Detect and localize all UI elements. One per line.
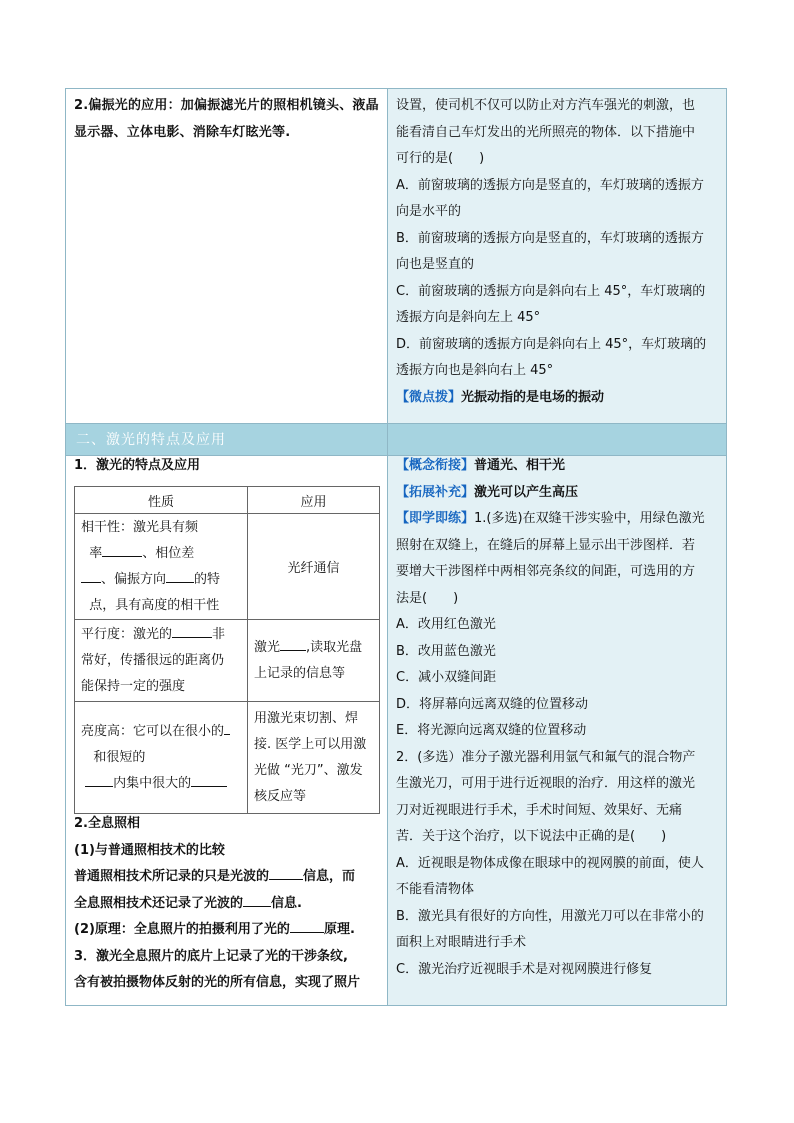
practice-tag: 【即学即练】	[396, 511, 475, 526]
option-line: A．近视眼是物体成像在眼球中的视网膜的前面，使人	[396, 855, 704, 871]
cell-line: 亮度高：它可以在很小的	[81, 723, 225, 739]
cell-line: 和很短的	[93, 749, 146, 765]
cell-line: 的特	[194, 571, 221, 587]
question-line: 1.(多选)在双缝干涉实验中，用绿色激光	[474, 511, 705, 526]
question-line: 2．(多选）准分子激光器利用氩气和氟气的混合物产	[396, 749, 696, 765]
text-line: 全息照相技术还记录了光波的	[74, 895, 244, 911]
row-divider	[66, 423, 726, 424]
text-line: 含有被拍摄物体反射的光的所有信息，实现了照片	[74, 975, 361, 990]
cell-line: 相干性：激光具有频	[81, 519, 199, 535]
extension-text: 激光可以产生高压	[474, 484, 579, 500]
option-line: A．前窗玻璃的透振方向是竖直的，车灯玻璃的透振方	[396, 177, 704, 193]
concept-text: 普通光、相干光	[474, 458, 566, 473]
option-line: C．前窗玻璃的透振方向是斜向右上 45°，车灯玻璃的	[396, 283, 706, 299]
item2-title: 2.偏振光的应用：	[74, 98, 181, 113]
option-line: 向是水平的	[396, 204, 462, 219]
cell-line: 平行度：激光的	[81, 626, 173, 642]
brightness-cell	[75, 702, 248, 814]
holography-section	[74, 811, 380, 997]
option-line: D．将屏幕向远离双缝的位置移动	[396, 696, 589, 712]
question-line: 苦．关于这个治疗，以下说法中正确的是( )	[396, 829, 667, 844]
parallelism-cell	[75, 620, 248, 702]
text-line: 普通照相技术所记录的只是光波的	[74, 869, 270, 884]
tip-tag: 【微点拨】	[396, 389, 462, 405]
polarization-application	[74, 93, 380, 146]
option-line: 向也是竖直的	[396, 257, 475, 272]
coherence-application: 光纤通信	[248, 514, 380, 620]
text-line: 3．激光全息照片的底片上记录了光的干涉条纹,	[74, 948, 348, 964]
holography-subheading: (1)与普通照相技术的比较	[74, 842, 225, 858]
cell-line: 能保持一定的强度	[81, 678, 186, 694]
option-line: 不能看清物体	[396, 882, 475, 897]
tip-line	[396, 385, 724, 412]
laser-properties-table	[74, 486, 380, 814]
option-line: E．将光源向远离双缝的位置移动	[396, 723, 587, 738]
option-line: D．前窗玻璃的透振方向是斜向右上 45°，车灯玻璃的	[396, 336, 707, 352]
fill-blank	[243, 892, 271, 907]
option-line: B．前窗玻璃的透振方向是竖直的，车灯玻璃的透振方	[396, 230, 704, 246]
option-line: 面积上对眼睛进行手术	[396, 935, 527, 950]
tip-text: 光振动指的是电场的振动	[461, 389, 605, 405]
fill-blank	[172, 623, 212, 638]
option-line: B．改用蓝色激光	[396, 643, 496, 659]
laser-heading: 1．激光的特点及应用	[74, 458, 201, 473]
cell-line: 内集中很大的	[113, 775, 192, 791]
option-line: C．减小双缝间距	[396, 670, 497, 685]
cell-line: 用激光束切割、焊	[254, 710, 359, 726]
cell-line: 、相位差	[142, 545, 195, 561]
extension-tag: 【拓展补充】	[396, 484, 475, 500]
question-line: 法是( )	[396, 590, 459, 606]
concept-tag: 【概念衔接】	[396, 458, 475, 473]
option-line: 透振方向是斜向左上 45°	[396, 310, 541, 325]
fill-blank	[102, 542, 142, 557]
fill-blank	[280, 636, 306, 651]
question-line: 刀对近视眼进行手术，手术时间短、效果好、无痛	[396, 802, 683, 818]
text-line: 原理.	[323, 922, 355, 937]
cell-line: ,读取光盘	[306, 639, 363, 655]
parallelism-application	[248, 620, 380, 702]
option-line: 透振方向也是斜向右上 45°	[396, 363, 554, 378]
cell-line: 上记录的信息等	[254, 665, 346, 681]
right-top-question	[396, 93, 724, 411]
question-line: 可行的是( )	[396, 151, 485, 166]
fill-blank	[191, 772, 227, 787]
lesson-table	[65, 88, 727, 1006]
section-bar	[66, 423, 726, 456]
fill-blank	[85, 772, 113, 787]
cell-line: 光做 “光刀”、激发	[254, 762, 363, 778]
brightness-application	[248, 702, 380, 814]
question-line: 生激光刀，可用于进行近视眼的治疗．用这样的激光	[396, 776, 696, 791]
fill-blank	[224, 720, 230, 735]
cell-line: 核反应等	[254, 788, 307, 804]
option-line: A．改用红色激光	[396, 617, 496, 632]
right-bottom-notes	[396, 453, 724, 983]
question-line: 设置，使司机不仅可以防止对方汽车强光的刺激，也	[396, 98, 696, 113]
item2-text: 加偏振滤光片的照相机镜头、液晶显示器、立体电影、消除车灯眩光等.	[74, 98, 379, 140]
cell-line: 点，具有高度的相干性	[89, 597, 220, 613]
text-line: (2)原理：全息照片的拍摄利用了光的	[74, 922, 290, 937]
cell-line: 接. 医学上可以用激	[254, 736, 367, 752]
holography-heading: 2.全息照相	[74, 816, 140, 831]
column-divider	[387, 89, 388, 1005]
text-line: 信息.	[271, 895, 302, 911]
cell-line: 激光	[254, 639, 281, 655]
cell-line: 率	[89, 545, 103, 561]
option-line: C．激光治疗近视眼手术是对视网膜进行修复	[396, 961, 653, 977]
question-line: 照射在双缝上，在缝后的屏幕上显示出干涉图样．若	[396, 537, 696, 553]
cell-line: 、偏振方向	[101, 571, 167, 587]
cell-line: 常好，传播很远的距离仍	[81, 652, 225, 668]
question-line: 能看清自己车灯发出的光所照亮的物体．以下措施中	[396, 124, 696, 140]
text-line: 信息，而	[303, 869, 356, 884]
fill-blank	[269, 865, 303, 880]
cell-line: 非	[212, 626, 226, 642]
fill-blank	[81, 568, 101, 583]
fill-blank	[166, 568, 194, 583]
fill-blank	[290, 918, 324, 933]
header-application: 应用	[248, 487, 380, 514]
coherence-cell	[75, 514, 248, 620]
option-line: B．激光具有很好的方向性，用激光刀可以在非常小的	[396, 908, 704, 924]
header-property: 性质	[75, 487, 248, 514]
question-line: 要增大干涉图样中两相邻亮条纹的间距，可选用的方	[396, 564, 696, 579]
section-title: 二、激光的特点及应用	[76, 432, 226, 448]
